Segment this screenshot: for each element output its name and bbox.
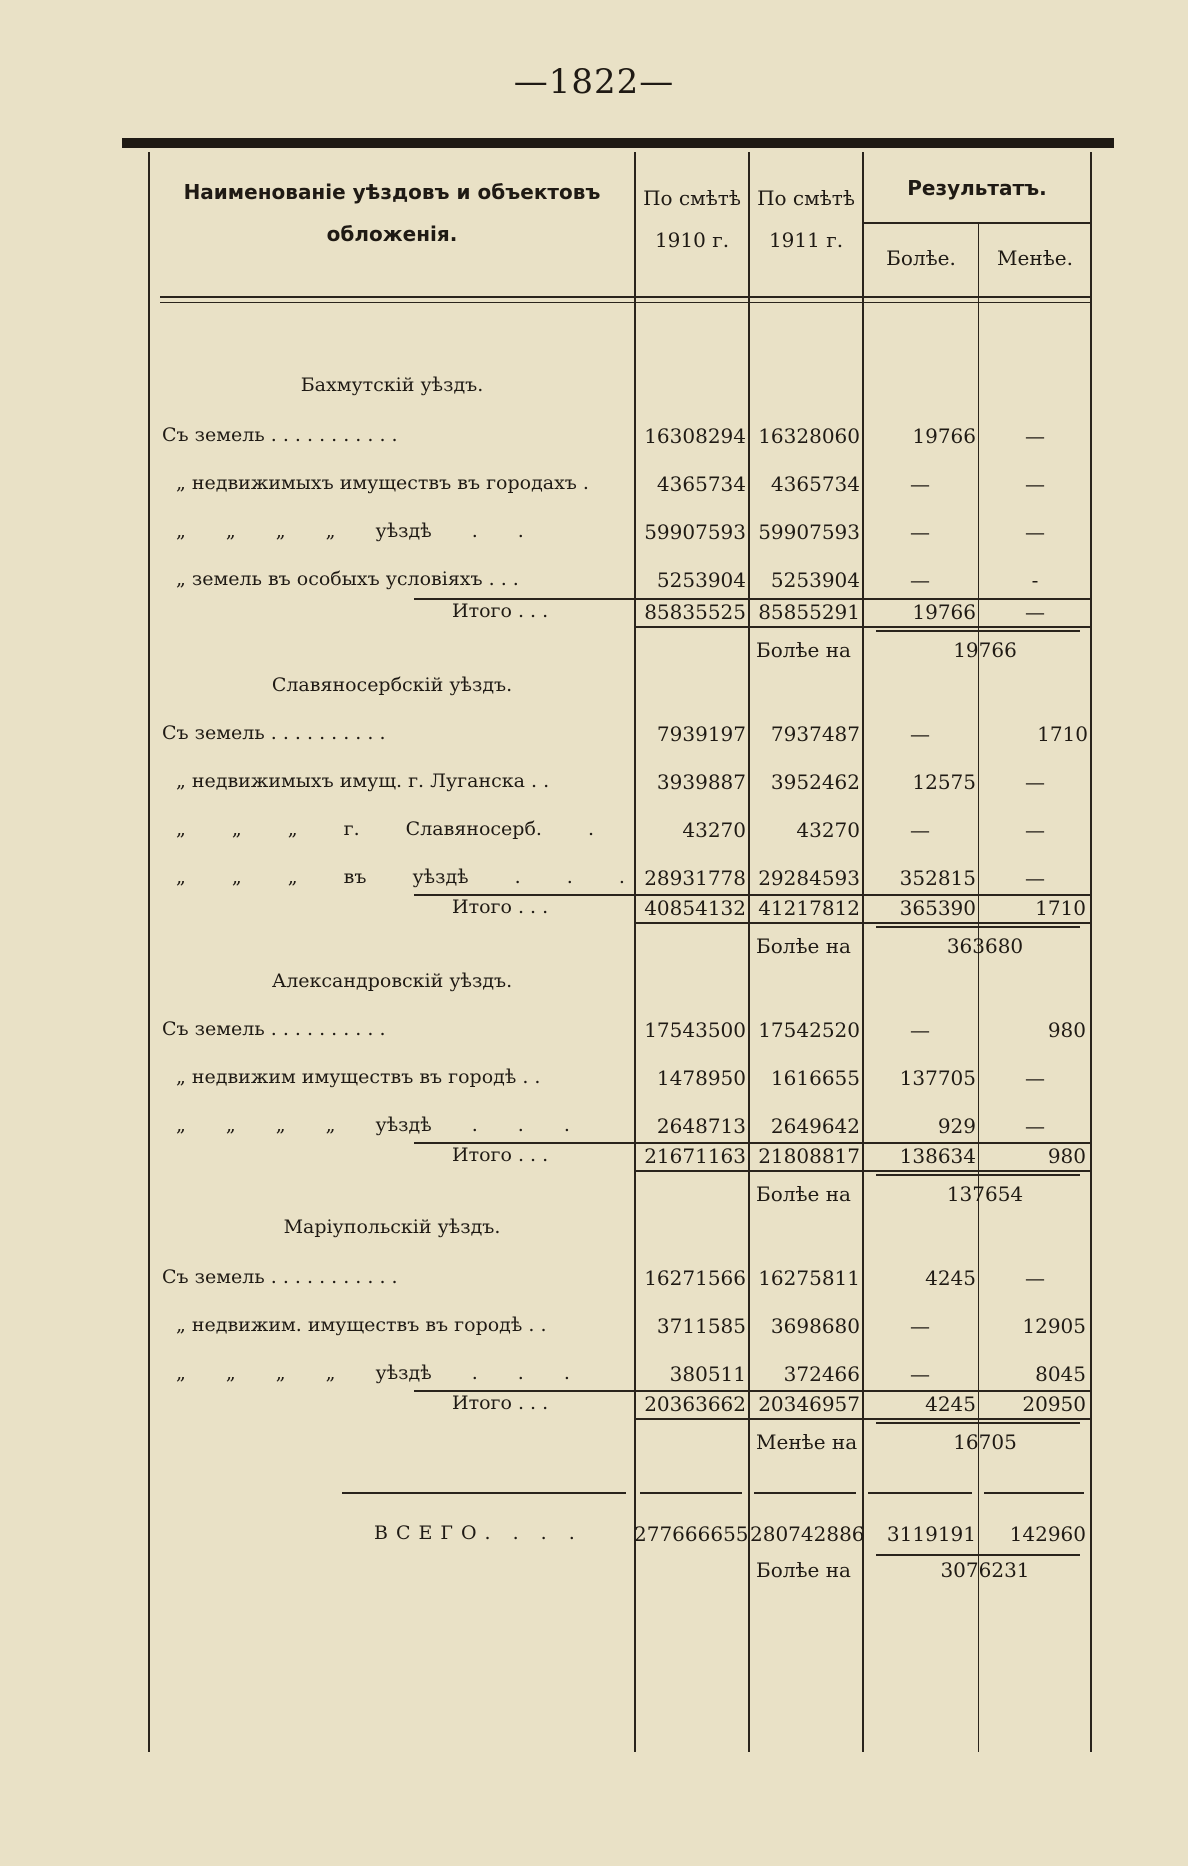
- net-brace: [876, 1554, 1080, 1556]
- total-label: Итого . . .: [452, 600, 549, 622]
- net-value: 137654: [946, 1182, 1024, 1206]
- value-less: —: [1025, 770, 1045, 794]
- col-header-name-line1: Наименованіе уѣздовъ и объектовъ: [183, 180, 601, 204]
- header-bottom-rule: [160, 296, 1090, 298]
- col-header-1911: [750, 186, 862, 252]
- grand-net-value: 3076231: [940, 1558, 1030, 1582]
- grand-total-1911: 280742886: [750, 1522, 865, 1546]
- col-header-name-line2: обложенія.: [326, 222, 458, 246]
- col-header-less: Менѣе.: [997, 246, 1073, 270]
- section-title: Александровскій уѣздъ.: [271, 970, 513, 992]
- value-1911: 1616655: [770, 1066, 860, 1090]
- value-1911: 372466: [783, 1362, 860, 1386]
- value-less: —: [1025, 1266, 1045, 1290]
- value-1910: 16271566: [644, 1266, 746, 1290]
- col-header-result: Результатъ.: [907, 176, 1047, 200]
- value-1910: 43270: [682, 818, 746, 842]
- total-bottom-rule: [634, 626, 1090, 628]
- value-1911: 17542520: [758, 1018, 860, 1042]
- row-label: Съ земель . . . . . . . . . .: [162, 722, 386, 744]
- value-less: —: [1025, 1066, 1045, 1090]
- value-less: 8045: [1035, 1362, 1086, 1386]
- row-label: „ недвижим имуществъ въ городѣ . .: [176, 1066, 541, 1088]
- value-1911: 2649642: [770, 1114, 860, 1138]
- total-1910: 40854132: [644, 896, 746, 920]
- value-more: —: [910, 568, 930, 592]
- top-rule: [122, 138, 1114, 148]
- value-more: —: [910, 1362, 930, 1386]
- grand-total-more: 3119191: [886, 1522, 976, 1546]
- total-bottom-rule: [634, 922, 1090, 924]
- value-less: —: [1025, 520, 1045, 544]
- value-less: -: [1031, 568, 1039, 592]
- value-1911: 29284593: [758, 866, 860, 890]
- total-label: Итого . . .: [452, 1144, 549, 1166]
- grand-total-rule-1910: [640, 1492, 742, 1494]
- col-line-1910: [634, 152, 636, 1752]
- net-value: 363680: [946, 934, 1024, 958]
- total-more: 365390: [899, 896, 976, 920]
- col-line-more-less: [978, 222, 979, 1752]
- row-label: „ „ „ „ уѣздѣ . . .: [176, 1362, 570, 1384]
- row-label: „ „ „ въ уѣздѣ . . .: [176, 866, 625, 888]
- value-1910: 3711585: [656, 1314, 746, 1338]
- grand-total-1910: 277666655: [634, 1522, 749, 1546]
- value-1910: 2648713: [656, 1114, 746, 1138]
- total-1911: 41217812: [758, 896, 860, 920]
- value-1910: 59907593: [644, 520, 746, 544]
- col-line-result: [862, 152, 864, 1752]
- value-less: 12905: [1022, 1314, 1086, 1338]
- total-label: Итого . . .: [452, 896, 549, 918]
- net-brace: [876, 630, 1080, 632]
- total-less: 980: [1047, 1144, 1086, 1168]
- value-more: —: [910, 818, 930, 842]
- total-1911: 20346957: [758, 1392, 860, 1416]
- value-1910: 28931778: [644, 866, 746, 890]
- row-label: Съ земель . . . . . . . . . . .: [162, 424, 398, 446]
- row-label: „ „ „ „ уѣздѣ . .: [176, 520, 524, 542]
- value-more: —: [910, 472, 930, 496]
- section-title: Бахмутскій уѣздъ.: [300, 374, 484, 396]
- row-label: „ земель въ особыхъ условіяхъ . . .: [176, 568, 519, 590]
- col-header-1911-line2: 1911 г.: [768, 228, 844, 252]
- col-header-more: Болѣе.: [886, 246, 956, 270]
- row-label: „ недвижимыхъ имущ. г. Луганска . .: [176, 770, 550, 792]
- value-1910: 3939887: [656, 770, 746, 794]
- net-value: 19766: [953, 638, 1017, 662]
- row-label: Съ земель . . . . . . . . . . .: [162, 1266, 398, 1288]
- value-more: —: [910, 1314, 930, 1338]
- value-1910: 4365734: [656, 472, 746, 496]
- total-more: 138634: [899, 1144, 976, 1168]
- value-less: 980: [1047, 1018, 1086, 1042]
- value-1911: 59907593: [758, 520, 860, 544]
- net-brace: [876, 926, 1080, 928]
- col-header-1910-line1: По смѣтѣ: [643, 186, 741, 210]
- value-1911: 4365734: [770, 472, 860, 496]
- value-more: 4245: [925, 1266, 976, 1290]
- value-1910: 17543500: [644, 1018, 746, 1042]
- net-label: Менѣе на: [756, 1430, 858, 1454]
- value-1910: 7939197: [656, 722, 746, 746]
- value-1910: 1478950: [656, 1066, 746, 1090]
- value-less: —: [1025, 424, 1045, 448]
- net-value: 16705: [953, 1430, 1017, 1454]
- row-label: „ недвижим. имуществъ въ городѣ . .: [176, 1314, 547, 1336]
- value-more: 137705: [899, 1066, 976, 1090]
- total-1910: 85835525: [644, 600, 746, 624]
- result-subheader-rule: [864, 222, 1090, 224]
- value-1910: 16308294: [644, 424, 746, 448]
- row-label: Съ земель . . . . . . . . . .: [162, 1018, 386, 1040]
- grand-total-less: 142960: [1009, 1522, 1086, 1546]
- col-header-1910: [636, 186, 748, 252]
- net-brace: [876, 1422, 1080, 1424]
- header-bottom-rule-2: [160, 302, 1090, 303]
- value-1911: 3698680: [770, 1314, 860, 1338]
- total-less: 1710: [1035, 896, 1086, 920]
- value-more: —: [910, 1018, 930, 1042]
- col-header-1911-line1: По смѣтѣ: [757, 186, 855, 210]
- col-line-1911: [748, 152, 750, 1752]
- col-header-name: [150, 180, 634, 246]
- grand-total-rule-less: [984, 1492, 1084, 1494]
- total-1910: 20363662: [644, 1392, 746, 1416]
- value-1911: 16328060: [758, 424, 860, 448]
- total-less: 20950: [1022, 1392, 1086, 1416]
- total-1911: 21808817: [758, 1144, 860, 1168]
- grand-total-label: ВСЕГО. . . .: [374, 1522, 583, 1544]
- row-label: „ недвижимыхъ имуществъ въ городахъ .: [176, 472, 589, 494]
- total-1911: 85855291: [758, 600, 860, 624]
- total-bottom-rule: [634, 1418, 1090, 1420]
- total-less: —: [1025, 600, 1045, 624]
- value-more: —: [910, 520, 930, 544]
- grand-total-rule: [342, 1492, 626, 1494]
- net-brace: [876, 1174, 1080, 1176]
- total-more: 4245: [925, 1392, 976, 1416]
- total-1910: 21671163: [644, 1144, 746, 1168]
- row-label: „ „ „ г. Славяносерб. .: [176, 818, 595, 840]
- section-title: Славяносербскій уѣздъ.: [271, 674, 513, 696]
- value-more: —: [910, 722, 930, 746]
- total-label: Итого . . .: [452, 1392, 549, 1414]
- page-number: —1822—: [513, 62, 675, 102]
- value-less: —: [1025, 472, 1045, 496]
- value-less: 1710: [1037, 722, 1088, 746]
- grand-total-rule-more: [868, 1492, 972, 1494]
- section-title: Маріупольскій уѣздъ.: [283, 1216, 501, 1238]
- value-1911: 16275811: [758, 1266, 860, 1290]
- net-label: Болѣе на: [756, 934, 851, 958]
- value-more: 19766: [912, 424, 976, 448]
- value-more: 12575: [912, 770, 976, 794]
- net-label: Болѣе на: [756, 638, 851, 662]
- col-line-right: [1090, 152, 1092, 1752]
- value-more: 929: [937, 1114, 976, 1138]
- value-1911: 5253904: [770, 568, 860, 592]
- total-bottom-rule: [634, 1170, 1090, 1172]
- value-more: 352815: [899, 866, 976, 890]
- value-1910: 380511: [669, 1362, 746, 1386]
- grand-total-rule-1911: [754, 1492, 856, 1494]
- value-1910: 5253904: [656, 568, 746, 592]
- value-1911: 43270: [796, 818, 860, 842]
- net-label: Болѣе на: [756, 1182, 851, 1206]
- total-more: 19766: [912, 600, 976, 624]
- value-less: —: [1025, 818, 1045, 842]
- value-1911: 3952462: [770, 770, 860, 794]
- value-less: —: [1025, 866, 1045, 890]
- value-1911: 7937487: [770, 722, 860, 746]
- value-less: —: [1025, 1114, 1045, 1138]
- col-header-1910-line2: 1910 г.: [654, 228, 730, 252]
- row-label: „ „ „ „ уѣздѣ . . .: [176, 1114, 570, 1136]
- grand-net-label: Болѣе на: [756, 1558, 851, 1582]
